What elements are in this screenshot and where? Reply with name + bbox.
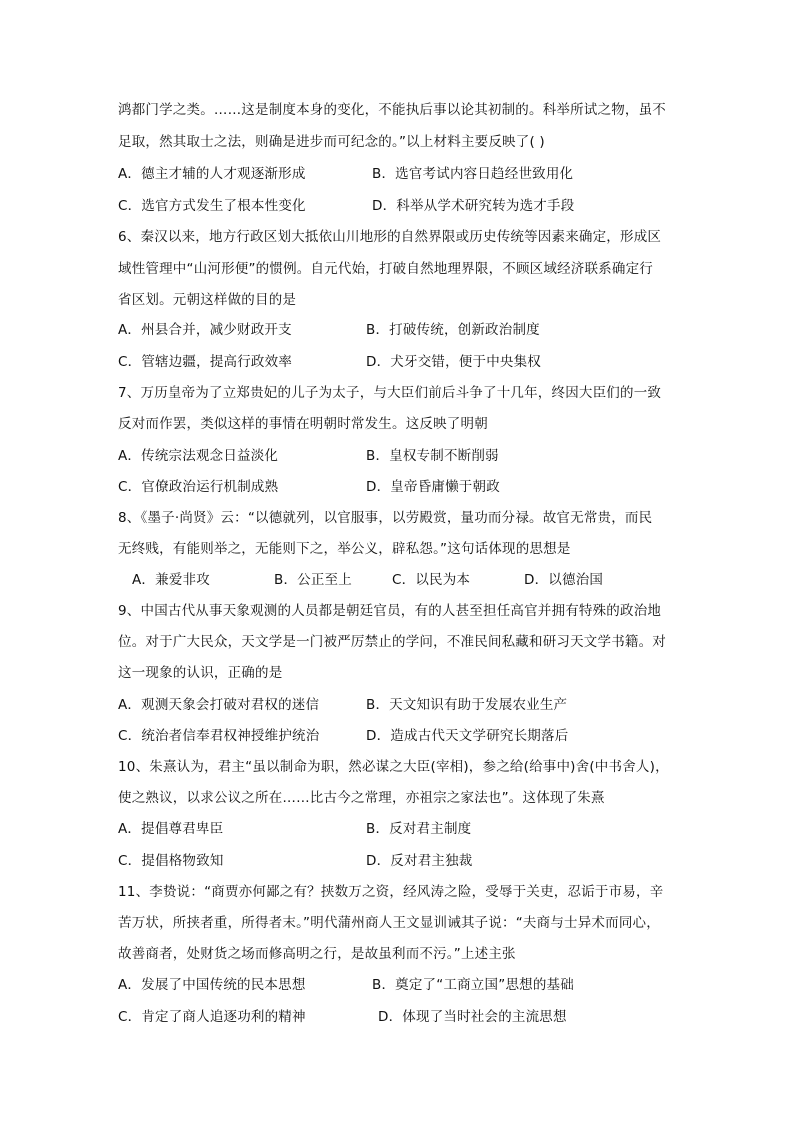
text-line: 域性管理中“山河形便”的惯例。自元代始，打破自然地理界限，不顾区域经济联系确定行	[118, 261, 653, 277]
option-b: B．选官考试内容日趋经世致用化	[372, 166, 574, 182]
text-line: 使之熟议，以求公议之所在……比古今之常理，亦祖宗之家法也”。这体现了朱熹	[118, 790, 605, 806]
option-a: A．州县合并，减少财政开支	[118, 322, 292, 338]
option-d: D．科举从学术研究转为选才手段	[372, 198, 575, 214]
option-c: C．以民为本	[392, 572, 471, 588]
option-b: B．公正至上	[274, 572, 352, 588]
option-a: A．提倡尊君卑臣	[118, 821, 224, 837]
option-d: D．体现了当时社会的主流思想	[378, 1009, 567, 1025]
question-8-line: 8、《墨子·尚贤》云：“以德就列，以官服事，以劳殿赏，量功而分禄。故官无常贵，而民	[118, 510, 653, 526]
option-b: B．皇权专制不断削弱	[366, 448, 499, 464]
text-line: 故善商者，处财货之场而修高明之行，是故虽利而不污。”上述主张	[118, 946, 516, 962]
question-7-line: 7、万历皇帝为了立郑贵妃的儿子为太子，与大臣们前后斗争了十几年，终因大臣们的一致	[118, 385, 662, 401]
text-line: 省区划。元朝这样做的目的是	[118, 292, 297, 308]
text-line: 反对而作罢，类似这样的事情在明朝时常发生。这反映了明朝	[118, 416, 488, 432]
option-a: A．传统宗法观念日益淡化	[118, 448, 279, 464]
option-a: A．兼爱非攻	[132, 572, 210, 588]
option-c: C．选官方式发生了根本性变化	[118, 198, 306, 214]
option-c: C．官僚政治运行机制成熟	[118, 479, 279, 495]
option-a: A．德主才辅的人才观逐渐形成	[118, 166, 306, 182]
question-6-line: 6、秦汉以来，地方行政区划大抵依山川地形的自然界限或历史传统等因素来确定，形成区	[118, 229, 662, 245]
question-11-line: 11、李贽说：“商贾亦何鄙之有？挟数万之资，经风涛之险，受辱于关吏，忍诟于市易，辛	[118, 884, 664, 900]
text-line: 这一现象的认识，正确的是	[118, 665, 283, 681]
option-d: D．犬牙交错，便于中央集权	[366, 354, 541, 370]
text-line: 无终贱，有能则举之，无能则下之，举公义，辟私怨。”这句话体现的思想是	[118, 541, 571, 557]
option-a: A．发展了中国传统的民本思想	[118, 977, 306, 993]
text-line: 苦万状，所挟者重，所得者末。”明代蒲州商人王文显训诫其子说：“夫商与士异术而同心，	[118, 915, 660, 931]
question-10-line: 10、朱熹认为，君主“虽以制命为职，然必谋之大臣(宰相)，参之给(给事中)舍(中书舍人)，	[118, 759, 669, 775]
question-9-line: 9、中国古代从事天象观测的人员都是朝廷官员，有的人甚至担任高官并拥有特殊的政治地	[118, 603, 662, 619]
option-b: B．打破传统，创新政治制度	[366, 322, 540, 338]
option-d: D．造成古代天文学研究长期落后	[366, 728, 569, 744]
option-d: D．皇帝昏庸懒于朝政	[366, 479, 500, 495]
option-b: B．奠定了“工商立国”思想的基础	[372, 977, 574, 993]
text-line: 位。对于广大民众，天文学是一门被严厉禁止的学问，不准民间私藏和研习天文学书籍。对	[118, 634, 666, 650]
option-b: B．天文知识有助于发展农业生产	[366, 697, 568, 713]
text-line: 足取，然其取士之法，则确是进步而可纪念的。”以上材料主要反映了( )	[118, 134, 545, 150]
option-c: C．提倡格物致知	[118, 853, 224, 869]
option-a: A．观测天象会打破对君权的迷信	[118, 697, 320, 713]
option-c: C．肯定了商人追逐功利的精神	[118, 1009, 306, 1025]
text-line: 鸿都门学之类。……这是制度本身的变化，不能执后事以论其初制的。科举所试之物，虽不	[118, 102, 666, 118]
option-c: C．统治者信奉君权神授维护统治	[118, 728, 320, 744]
option-b: B．反对君主制度	[366, 821, 472, 837]
option-c: C．管辖边疆，提高行政效率	[118, 354, 293, 370]
option-d: D．反对君主独裁	[366, 853, 473, 869]
option-d: D．以德治国	[524, 572, 604, 588]
